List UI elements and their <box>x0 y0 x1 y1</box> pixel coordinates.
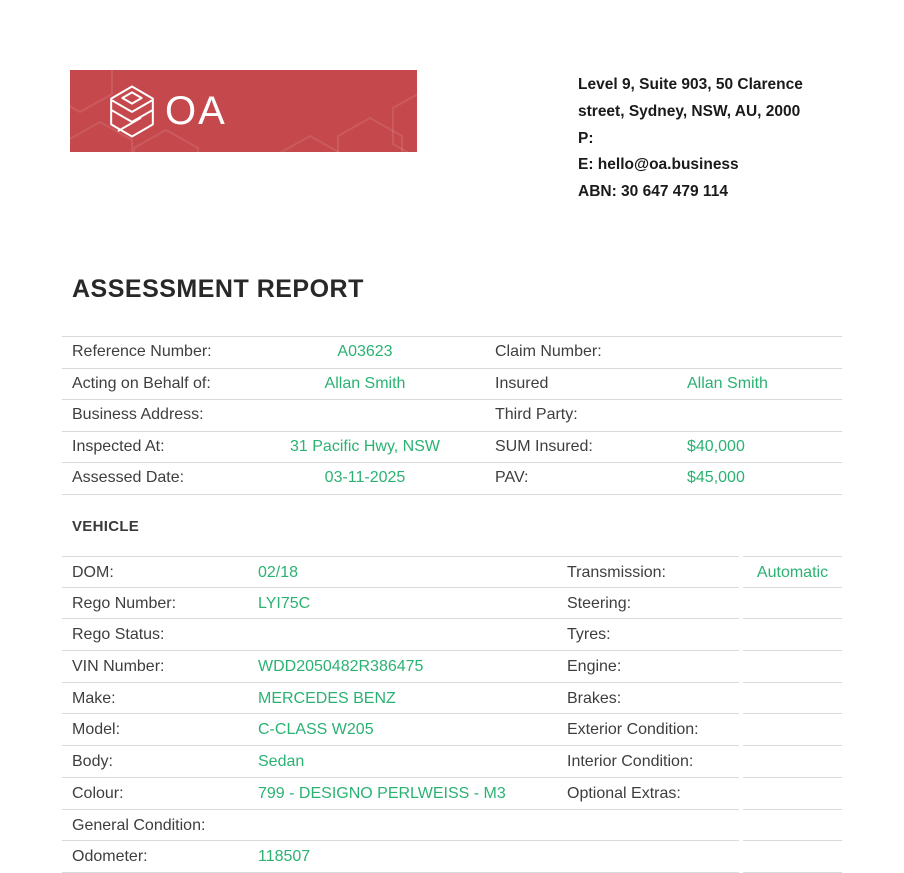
field-label: Make: <box>62 683 250 715</box>
field-value <box>240 400 490 431</box>
field-value: C-CLASS W205 <box>250 714 552 746</box>
logo-banner <box>70 70 417 152</box>
oa-hexagon-logo-icon <box>103 84 161 139</box>
vehicle-table <box>62 556 842 873</box>
logo <box>103 84 227 139</box>
field-label: Transmission: <box>552 556 739 588</box>
phone-line: P: <box>578 129 594 147</box>
table-row <box>62 810 842 842</box>
field-value <box>743 810 842 842</box>
field-value: $40,000 <box>687 437 745 455</box>
field-label: Interior Condition: <box>552 746 739 778</box>
field-value <box>743 683 842 715</box>
field-label: Engine: <box>552 651 739 683</box>
field-label: DOM: <box>62 556 250 588</box>
field-value: 31 Pacific Hwy, NSW <box>290 437 440 455</box>
field-label: Rego Status: <box>62 619 250 651</box>
field-value: Allan Smith <box>687 374 768 392</box>
field-value: 02/18 <box>250 556 552 588</box>
field-label <box>552 841 739 873</box>
table-row <box>62 556 842 588</box>
field-label: General Condition: <box>62 810 739 842</box>
field-value <box>743 619 842 651</box>
field-value: Automatic <box>743 556 842 588</box>
field-label: Optional Extras: <box>552 778 739 810</box>
field-label: Colour: <box>62 778 250 810</box>
field-value <box>743 714 842 746</box>
field-label: VIN Number: <box>62 651 250 683</box>
page-title: ASSESSMENT REPORT <box>72 275 364 303</box>
field-label: Steering: <box>552 588 739 620</box>
field-value <box>743 841 842 873</box>
field-value <box>743 588 842 620</box>
field-label: Assessed Date: <box>72 469 185 487</box>
field-label: Acting on Behalf of: <box>72 374 211 392</box>
field-value: A03623 <box>337 343 393 360</box>
company-contact-block <box>578 72 858 206</box>
field-value <box>687 337 842 368</box>
table-row <box>62 619 842 651</box>
field-label: Business Address: <box>72 406 204 424</box>
field-value: MERCEDES BENZ <box>250 683 552 715</box>
summary-table <box>62 336 842 495</box>
table-row <box>62 588 842 620</box>
table-row <box>62 746 842 778</box>
field-label: Inspected At: <box>72 437 165 455</box>
field-value <box>687 400 842 431</box>
table-row <box>62 337 842 369</box>
field-value <box>743 778 842 810</box>
vehicle-section-heading: VEHICLE <box>72 518 140 535</box>
address-line: Level 9, Suite 903, 50 Clarence <box>578 76 803 93</box>
field-value: 118507 <box>250 841 552 873</box>
field-value: WDD2050482R386475 <box>250 651 552 683</box>
email-line: E: hello@oa.business <box>578 156 739 174</box>
field-value: 03-11-2025 <box>324 469 406 487</box>
field-value: 799 - DESIGNO PERLWEISS - M3 <box>250 778 552 810</box>
table-row <box>62 651 842 683</box>
address-line: street, Sydney, NSW, AU, 2000 <box>578 102 801 120</box>
field-value: LYI75C <box>250 588 552 620</box>
field-value: Allan Smith <box>324 374 406 392</box>
table-row <box>62 714 842 746</box>
abn-line: ABN: 30 647 479 114 <box>578 183 728 201</box>
field-label: PAV: <box>495 469 529 487</box>
table-row <box>62 369 842 401</box>
field-label: Reference Number: <box>72 343 212 360</box>
field-label: Rego Number: <box>62 588 250 620</box>
field-value: Sedan <box>250 746 552 778</box>
table-row <box>62 463 842 495</box>
logo-text: OA <box>165 89 227 133</box>
field-label: Model: <box>62 714 250 746</box>
table-row <box>62 400 842 432</box>
field-value: $45,000 <box>687 469 745 487</box>
table-row <box>62 841 842 873</box>
field-label: SUM Insured: <box>495 437 593 455</box>
field-label: Odometer: <box>62 841 250 873</box>
field-label: Tyres: <box>552 619 739 651</box>
field-value <box>743 651 842 683</box>
field-label: Body: <box>62 746 250 778</box>
field-value <box>250 619 552 651</box>
table-row <box>62 432 842 464</box>
field-label: Insured <box>495 374 549 392</box>
field-label: Brakes: <box>552 683 739 715</box>
field-label: Claim Number: <box>495 343 602 360</box>
table-row <box>62 683 842 715</box>
field-label: Third Party: <box>495 406 578 424</box>
field-label: Exterior Condition: <box>552 714 739 746</box>
table-row <box>62 778 842 810</box>
field-value <box>743 746 842 778</box>
